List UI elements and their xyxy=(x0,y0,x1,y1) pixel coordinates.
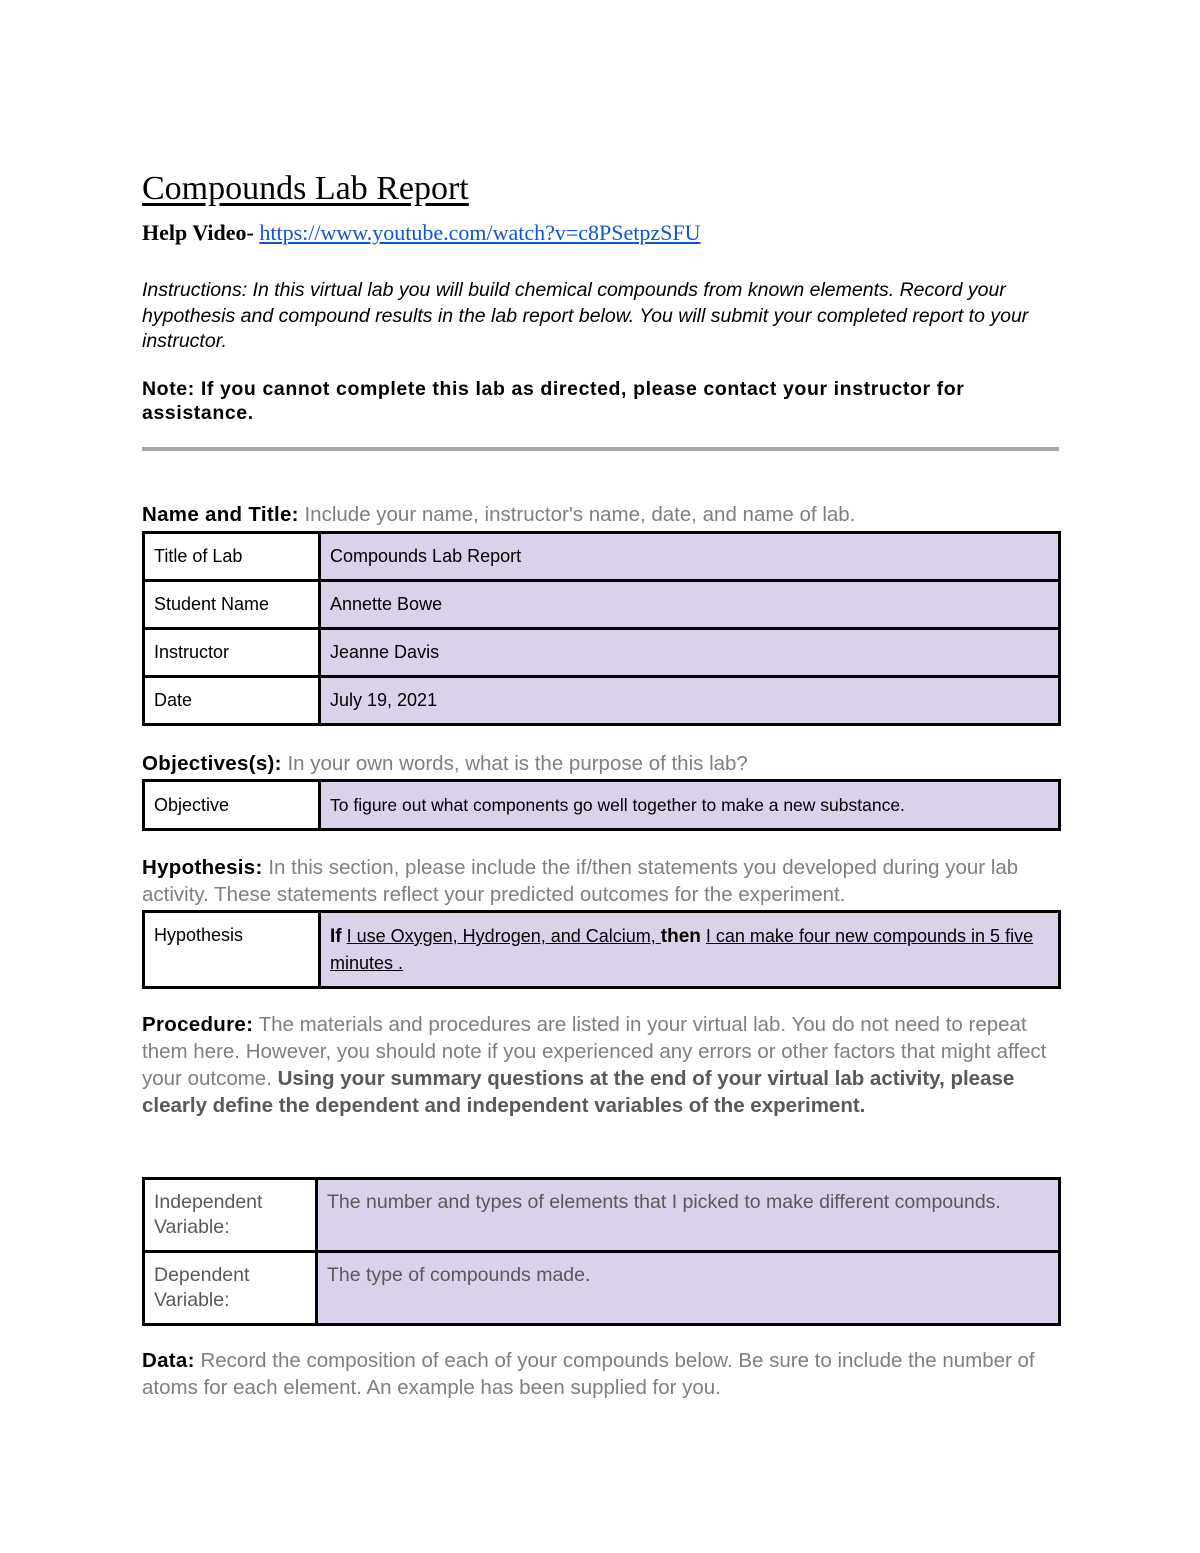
name-title-label: Name and Title: xyxy=(142,503,299,526)
instructions-text: Instructions: In this virtual lab you will build chemical compounds from known elements. Record your hypothesis and compound results in the lab report below. You will submit your completed report to your instructor. xyxy=(142,279,1029,352)
instructor-field[interactable]: Jeanne Davis xyxy=(320,629,1060,677)
independent-variable-field[interactable]: The number and types of elements that I picked to make different compounds. xyxy=(317,1179,1060,1252)
title-of-lab-field[interactable]: Compounds Lab Report xyxy=(320,533,1060,581)
data-heading xyxy=(142,1347,1060,1401)
row-label: Hypothesis xyxy=(144,912,320,988)
then-keyword: then xyxy=(660,926,701,947)
objective-table xyxy=(142,779,1061,831)
procedure-heading xyxy=(142,1011,1060,1119)
procedure-prompt: The materials and procedures are listed in your virtual lab. You do not need to repeat them here. However, you should note if you experienced any errors or other factors that might affect your outcome. xyxy=(142,1013,1047,1090)
row-label: Independent Variable: xyxy=(144,1179,317,1252)
row-label: Student Name xyxy=(144,581,320,629)
name-title-table xyxy=(142,531,1061,726)
name-title-heading xyxy=(142,501,1060,528)
table-row xyxy=(144,629,1060,677)
objective-field[interactable]: To figure out what components go well together to make a new substance. xyxy=(320,781,1060,830)
table-row xyxy=(144,581,1060,629)
help-video-label: Help Video- xyxy=(142,220,254,245)
row-label: Instructor xyxy=(144,629,320,677)
variables-table xyxy=(142,1177,1061,1326)
objectives-label: Objectives(s): xyxy=(142,752,282,775)
row-label: Dependent Variable: xyxy=(144,1252,317,1325)
table-row xyxy=(144,912,1060,988)
hypothesis-prompt: In this section, please include the if/then statements you developed during your lab activity. These statements reflect your predicted outcomes for the experiment. xyxy=(142,856,1019,906)
note-text: Note: If you cannot complete this lab as directed, please contact your instructor for assistance. xyxy=(142,378,965,424)
hypothesis-heading xyxy=(142,854,1060,908)
procedure-emphasis: Using your summary questions at the end of your virtual lab activity, please clearly define the dependent and independent variables of the experiment. xyxy=(142,1067,1015,1117)
objectives-heading xyxy=(142,750,1060,777)
row-label: Title of Lab xyxy=(144,533,320,581)
date-field[interactable]: July 19, 2021 xyxy=(320,677,1060,725)
table-row xyxy=(144,1252,1060,1325)
table-row xyxy=(144,781,1060,830)
help-video-line xyxy=(142,220,701,246)
then-clause: I can make four new compounds in 5 five minutes . xyxy=(330,926,1034,973)
divider xyxy=(142,447,1059,451)
table-row xyxy=(144,1179,1060,1252)
dependent-variable-field[interactable]: The type of compounds made. xyxy=(317,1252,1060,1325)
name-title-prompt: Include your name, instructor's name, date, and name of lab. xyxy=(304,503,856,526)
if-keyword: If xyxy=(330,926,342,947)
help-video-link[interactable]: https://www.youtube.com/watch?v=c8PSetpzSFU xyxy=(259,220,701,245)
row-label: Objective xyxy=(144,781,320,830)
if-clause: I use Oxygen, Hydrogen, and Calcium, xyxy=(346,926,661,946)
hypothesis-label: Hypothesis: xyxy=(142,856,263,879)
objectives-prompt: In your own words, what is the purpose of this lab? xyxy=(287,752,748,775)
page-title: Compounds Lab Report xyxy=(142,170,469,207)
hypothesis-field[interactable] xyxy=(320,912,1060,988)
row-label: Date xyxy=(144,677,320,725)
student-name-field[interactable]: Annette Bowe xyxy=(320,581,1060,629)
table-row xyxy=(144,677,1060,725)
table-row xyxy=(144,533,1060,581)
data-label: Data: xyxy=(142,1349,195,1372)
data-prompt: Record the composition of each of your compounds below. Be sure to include the number of atoms for each element. An example has been supplied for you. xyxy=(142,1349,1035,1399)
hypothesis-table xyxy=(142,910,1061,989)
procedure-label: Procedure: xyxy=(142,1013,254,1036)
